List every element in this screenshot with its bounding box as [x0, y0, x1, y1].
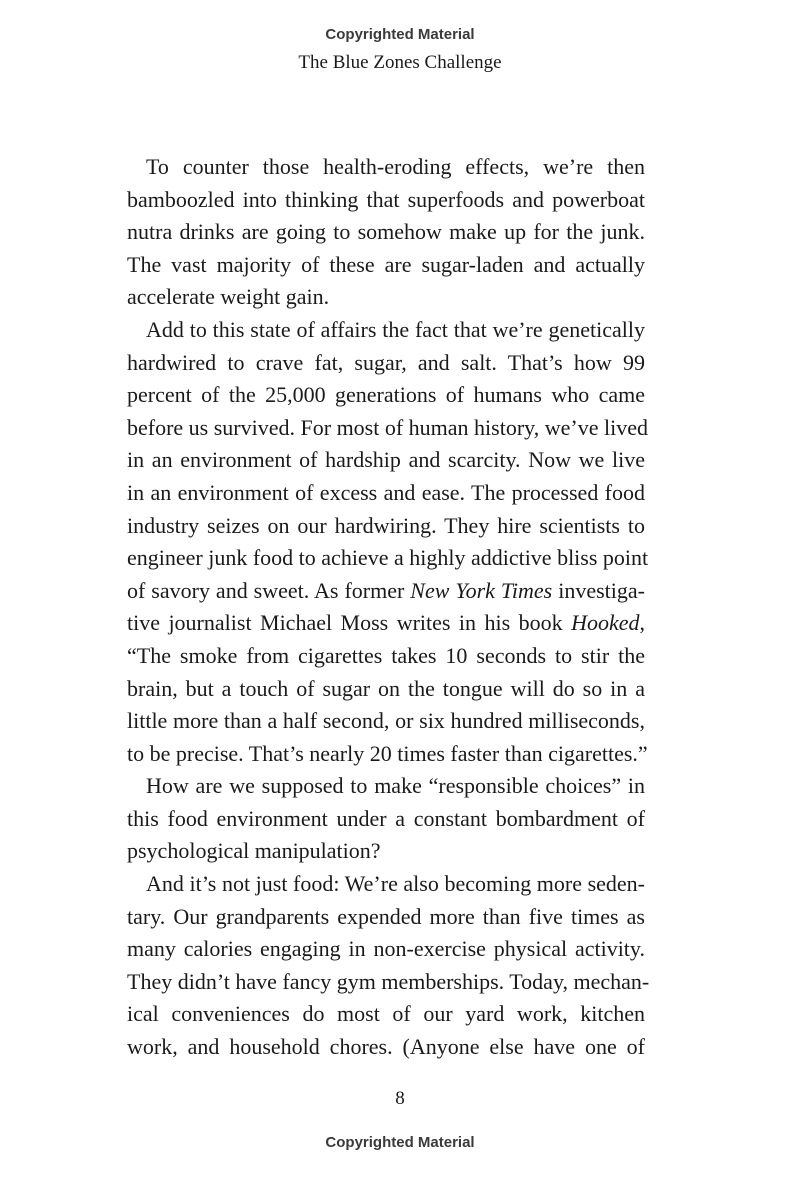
text-line: They didn’t have fancy gym memberships. Today, mechan- [127, 968, 650, 994]
text-line: To counter those health-eroding effects, we’re then [146, 154, 645, 179]
text-line: ical conveniences do most of our yard work, kitchen [127, 1001, 645, 1027]
text-line: psychological manipulation? [127, 838, 381, 864]
body-text [127, 151, 650, 1064]
text-line: in an environment of hardship and scarcity. Now we live [127, 447, 645, 473]
text-line: accelerate weight gain. [127, 284, 330, 310]
text-line: brain, but a touch of sugar on the tongue will do so in a [127, 675, 645, 701]
text-line: tary. Our grandparents expended more than five times as [127, 903, 645, 929]
text-line: work, and household chores. (Anyone else have one of [127, 1034, 645, 1060]
text-line: many calories engaging in non-exercise physical activity. [127, 936, 645, 962]
text-line: percent of the 25,000 generations of humans who came [127, 382, 645, 408]
text-line: in an environment of excess and ease. The processed food [127, 479, 645, 505]
text-line-mixed [127, 607, 645, 640]
text-line: industry seizes on our hardwiring. They hire scientists to [127, 512, 645, 538]
text-line: before us survived. For most of human history, we’ve lived [127, 414, 648, 440]
text-run: , [639, 610, 645, 636]
text-run: investiga- [552, 577, 645, 603]
text-line: “The smoke from cigarettes takes 10 seconds to stir the [127, 642, 645, 668]
text-line: How are we supposed to make “responsible choices” in [146, 773, 645, 799]
text-line-mixed [127, 575, 645, 608]
publication-title: New York Times [410, 577, 553, 603]
text-line: bamboozled into thinking that superfoods and powerboat [127, 186, 645, 212]
page-number: 8 [395, 1088, 405, 1109]
text-line: hardwired to crave fat, sugar, and salt. That’s how 99 [127, 349, 645, 375]
running-header-title: The Blue Zones Challenge [298, 52, 502, 73]
text-line: this food environment under a constant bombardment of [127, 805, 645, 831]
book-title: Hooked [571, 610, 640, 636]
text-line: little more than a half second, or six hundred milliseconds, [127, 708, 645, 734]
text-line: to be precise. That’s nearly 20 times faster than cigarettes.” [127, 740, 648, 766]
copyright-watermark-bottom: Copyrighted Material [325, 1134, 475, 1151]
text-run: tive journalist Michael Moss writes in his book [127, 610, 572, 636]
text-line: And it’s not just food: We’re also becoming more seden- [146, 871, 645, 897]
text-line: engineer junk food to achieve a highly addictive bliss point [127, 545, 649, 571]
text-line: nutra drinks are going to somehow make up for the junk. [127, 219, 645, 245]
text-line: The vast majority of these are sugar-laden and actually [127, 251, 645, 277]
text-run: of savory and sweet. As former [127, 577, 411, 603]
copyright-watermark-top: Copyrighted Material [325, 26, 475, 43]
text-line: Add to this state of affairs the fact that we’re genetically [146, 316, 645, 342]
